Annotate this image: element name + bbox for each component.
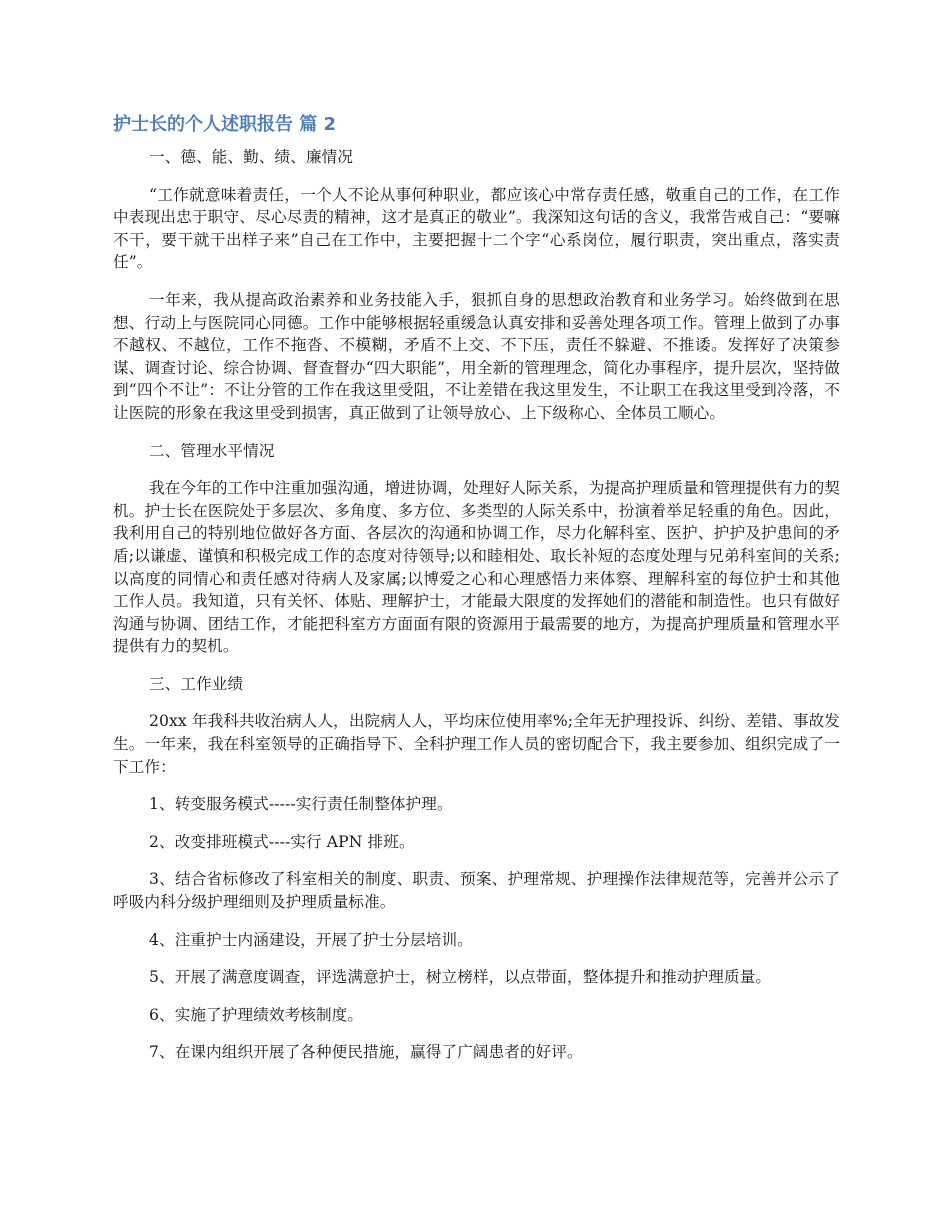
paragraph: 我在今年的工作中注重加强沟通，增进协调，处理好人际关系，为提高护理质量和管理提供有力的契机。护士长在医院处于多层次、多角度、多方位、多类型的人际关系中，扮演着举足轻重的角色。因此，我利用自己的特别地位做好各方面、各层次的沟通和协调工作，尽力化解科室、医护、护护及护患间的矛盾;以谦虚、谨慎和积极完成工作的态度对待领导;以和睦相处、取长补短的态度处理与兄弟科室间的关系;以高度的同情心和责任感对待病人及家属;以博爱之心和心理感悟力来体察、理解科室的每位护士和其他工作人员。我知道，只有关怀、体贴、理解护士，才能最大限度的发挥她们的潜能和制造性。也只有做好沟通与协调、团结工作，才能把科室方方面面有限的资源用于最需要的地方，为提高护理质量和管理水平提供有力的契机。 <box>113 479 840 656</box>
document-page <box>113 110 840 1079</box>
paragraph: 一年来，我从提高政治素养和业务技能入手，狠抓自身的思想政治教育和业务学习。始终做到在思想、行动上与医院同心同德。工作中能够根据轻重缓急认真安排和妥善处理各项工作。管理上做到了办事不越权、不越位，工作不拖沓、不模糊，矛盾不上交、不下压，责任不躲避、不推诿。发挥好了决策参谋、调查讨论、综合协调、督查督办“四大职能”，用全新的管理理念，简化办事程序，提升层次，坚持做到“四个不让”：不让分管的工作在我这里受阻，不让差错在我这里发生，不让职工在我这里受到冷落，不让医院的形象在我这里受到损害，真正做到了让领导放心、上下级称心、全体员工顺心。 <box>113 290 840 422</box>
list-item: 2、改变排班模式----实行 APN 排班。 <box>149 832 415 851</box>
list-item: 5、开展了满意度调查，评选满意护士，树立榜样，以点带面，整体提升和推动护理质量。 <box>149 968 772 987</box>
list-item: 6、实施了护理绩效考核制度。 <box>149 1005 364 1024</box>
list-item: 3、结合省标修改了科室相关的制度、职责、预案、护理常规、护理操作法律规范等，完善并公示了呼吸内科分级护理细则及护理质量标准。 <box>113 870 840 912</box>
section-heading-2: 二、管理水平情况 <box>149 441 275 460</box>
paragraph: “工作就意味着责任，一个人不论从事何种职业，都应该心中常存责任感，敬重自己的工作，在工作中表现出忠于职守、尽心尽责的精神，这才是真正的敬业”。我深知这句话的含义，我常告戒自己：“要嘛不干，要干就干出样子来”自己在工作中，主要把握十二个字“心系岗位，履行职责，突出重点，落实责任”。 <box>113 185 840 272</box>
section-heading-1: 一、德、能、勤、绩、廉情况 <box>149 148 354 166</box>
document-title: 护士长的个人述职报告 篇 2 <box>113 114 337 135</box>
list-item: 7、在课内组织开展了各种便民措施，赢得了广阔患者的好评。 <box>149 1043 583 1062</box>
section-heading-3: 三、工作业绩 <box>149 674 244 693</box>
paragraph: 20xx 年我科共收治病人人，出院病人人，平均床位使用率%;全年无护理投诉、纠纷、差错、事故发生。一年来，我在科室领导的正确指导下、全科护理工作人员的密切配合下，我主要参加、组织完成了一下工作： <box>113 712 840 776</box>
list-item: 4、注重护士内涵建设，开展了护士分层培训。 <box>149 930 473 949</box>
list-item: 1、转变服务模式-----实行责任制整体护理。 <box>149 795 453 814</box>
